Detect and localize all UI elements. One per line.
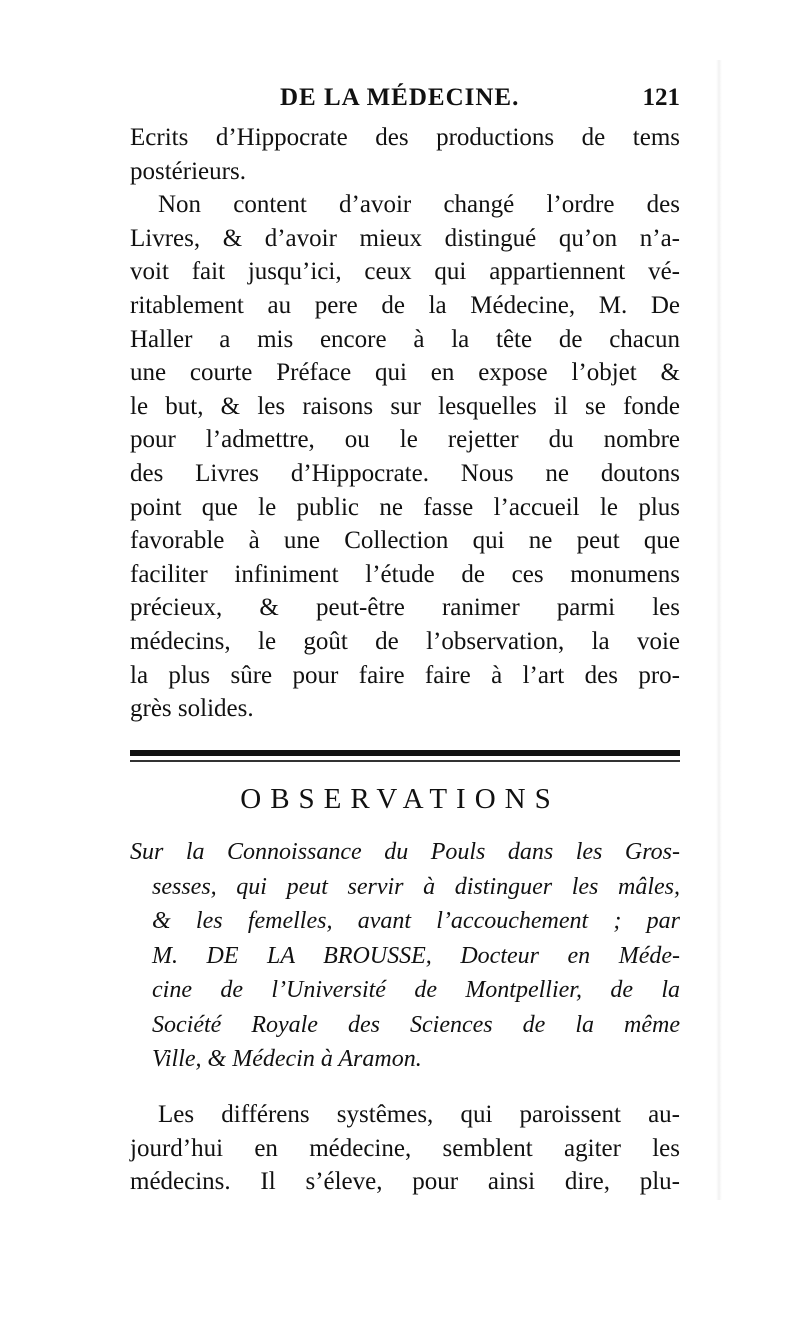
text-line: faciliter infiniment l’étude de ces monumens bbox=[130, 560, 680, 588]
text-line: une courte Préface qui en expose l’objet & bbox=[130, 359, 680, 387]
subtitle-line: cine de l’Université de Montpellier, de la bbox=[152, 977, 680, 1003]
thin-rule-line bbox=[130, 760, 680, 762]
text-line: le but, & les raisons sur lesquelles il se fonde bbox=[130, 392, 680, 420]
running-head bbox=[130, 84, 680, 124]
text-line: point que le public ne fasse l’accueil le plus bbox=[130, 493, 680, 521]
text-line: médecins, le goût de l’observation, la voie bbox=[130, 627, 680, 655]
subtitle-line: Sur la Connoissance du Pouls dans les Gros- bbox=[130, 839, 680, 865]
text-line: Haller a mis encore à la tête de chacun bbox=[130, 325, 680, 353]
section-rule bbox=[130, 750, 680, 766]
text-line: ritablement au pere de la Médecine, M. De bbox=[130, 291, 680, 319]
text-line: Les différens systêmes, qui paroissent au- bbox=[158, 1101, 680, 1128]
subtitle-line: Société Royale des Sciences de la même bbox=[152, 1011, 680, 1038]
scan-edge-shadow bbox=[716, 60, 722, 1200]
paragraph-2 bbox=[130, 1098, 680, 1199]
text-line: postérieurs. bbox=[130, 157, 246, 185]
text-line: Livres, & d’avoir mieux distingué qu’on n’a- bbox=[130, 224, 680, 252]
text-line: voit fait jusqu’ici, ceux qui appartiennent vé- bbox=[130, 258, 680, 286]
subtitle-line: & les femelles, avant l’accouchement ; par bbox=[152, 908, 680, 934]
text-line: Ecrits d’Hippocrate des productions de tems bbox=[130, 124, 680, 151]
section-subtitle bbox=[130, 835, 680, 1077]
text-line: précieux, & peut-être ranimer parmi les bbox=[130, 594, 680, 622]
text-line: la plus sûre pour faire faire à l’art des pro- bbox=[130, 661, 680, 689]
subtitle-line: M. DE LA BROUSSE, Docteur en Méde- bbox=[152, 942, 680, 969]
running-title: DE LA MÉDECINE. bbox=[280, 84, 520, 111]
section-heading: OBSERVATIONS bbox=[240, 783, 560, 815]
text-line: jourd’hui en médecine, semblent agiter les bbox=[130, 1134, 680, 1162]
text-line: médecins. Il s’éleve, pour ainsi dire, plu- bbox=[130, 1168, 680, 1196]
thick-rule-line bbox=[130, 750, 680, 756]
text-line: pour l’admettre, ou le rejetter du nombre bbox=[130, 426, 680, 454]
paragraph-1 bbox=[130, 121, 680, 726]
text-line: favorable à une Collection qui ne peut que bbox=[130, 527, 680, 555]
subtitle-line: Ville, & Médecin à Aramon. bbox=[152, 1046, 422, 1072]
text-line: Non content d’avoir changé l’ordre des bbox=[158, 191, 680, 219]
subtitle-line: sesses, qui peut servir à distinguer les mâles, bbox=[152, 873, 680, 900]
text-line: des Livres d’Hippocrate. Nous ne doutons bbox=[130, 459, 680, 487]
text-line: grès solides. bbox=[130, 695, 254, 723]
page-number: 121 bbox=[642, 84, 680, 111]
